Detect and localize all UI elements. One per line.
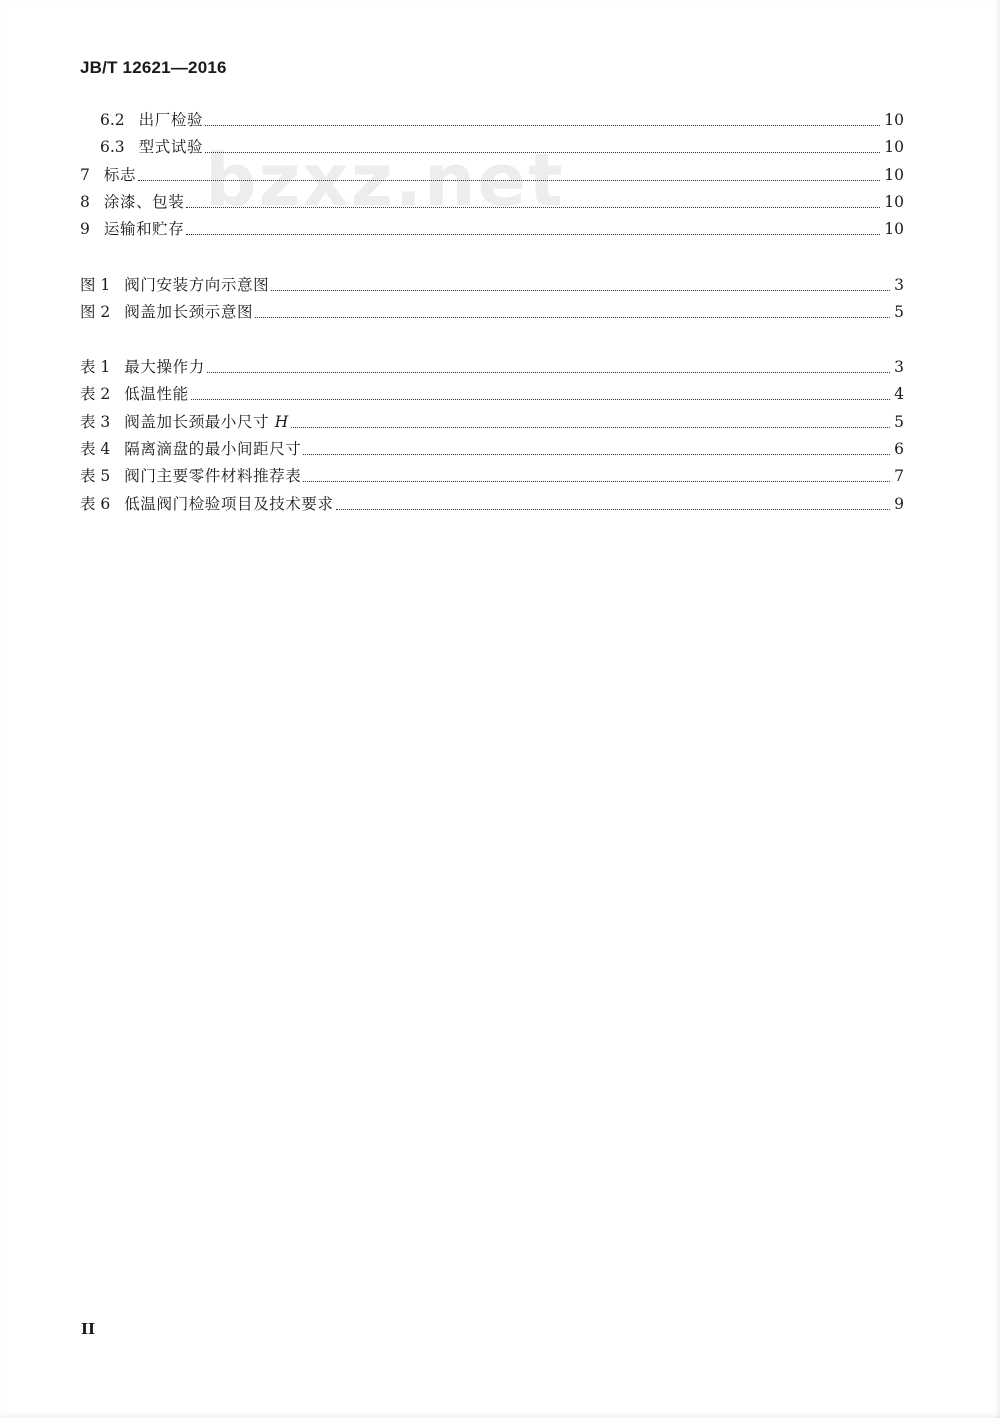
toc-entry[interactable]: [80, 464, 904, 488]
symbol-h: H: [274, 413, 289, 431]
toc-entry[interactable]: [80, 163, 904, 187]
toc-entry-title: 型式试验: [138, 138, 204, 156]
toc-entry-title-text: 阀盖加长颈最小尺寸: [124, 413, 270, 431]
toc-entry-title: 运输和贮存: [103, 220, 185, 238]
toc-entry-title: 低温性能: [124, 385, 189, 403]
toc-entry-number: 6.2: [100, 111, 125, 129]
toc-entry-title: 阀盖加长颈示意图: [124, 303, 254, 321]
dot-leader: [291, 426, 890, 428]
toc-entry-page: 10: [884, 138, 904, 156]
toc-entry-number: 表 5: [80, 467, 111, 485]
toc-entry-title: 标志: [103, 166, 137, 184]
toc-entry[interactable]: [80, 355, 904, 379]
dot-leader: [271, 289, 890, 291]
dot-leader: [207, 371, 890, 373]
toc-entry-title: 涂漆、包装: [103, 193, 185, 211]
toc-entry-number: 表 3: [80, 413, 111, 431]
dot-leader: [303, 453, 890, 455]
toc-entry-page: 3: [894, 276, 904, 294]
dot-leader: [186, 233, 880, 235]
toc-entry-number: 表 6: [80, 495, 111, 513]
toc-entry-page: 3: [894, 358, 904, 376]
toc-entry-page: 9: [894, 495, 904, 513]
toc-entry-title: 阀门主要零件材料推荐表: [124, 467, 302, 485]
toc-entry-title: 阀门安装方向示意图: [124, 276, 270, 294]
toc-entry-page: 5: [894, 303, 904, 321]
toc-entry[interactable]: [80, 437, 904, 461]
toc-entry-page: 7: [894, 467, 904, 485]
toc-entry[interactable]: [80, 410, 904, 434]
toc-entry-page: 4: [894, 385, 904, 403]
toc-entry-page: 10: [884, 193, 904, 211]
toc-entry-number: 6.3: [100, 138, 125, 156]
toc-entry-number: 表 2: [80, 385, 111, 403]
toc-entry-number: 9: [80, 220, 90, 238]
toc-entry-number: 8: [80, 193, 90, 211]
dot-leader: [255, 316, 890, 318]
dot-leader: [336, 508, 890, 510]
toc-entry[interactable]: [80, 135, 904, 159]
toc-entry-page: 5: [894, 413, 904, 431]
toc-entry-number: 图 1: [80, 276, 111, 294]
toc-entry-number: 图 2: [80, 303, 111, 321]
toc-entry[interactable]: [80, 217, 904, 241]
watermark: bzxz.net: [205, 138, 565, 222]
toc-entry-page: 10: [884, 111, 904, 129]
toc-entry-number: 表 1: [80, 358, 111, 376]
toc-entry[interactable]: [80, 300, 904, 324]
toc-entry[interactable]: [80, 108, 904, 132]
dot-leader: [186, 206, 880, 208]
dot-leader: [191, 398, 890, 400]
document-code: JB/T 12621—2016: [80, 58, 227, 77]
toc-entry-title: 隔离滴盘的最小间距尺寸: [124, 440, 302, 458]
toc-entry-title: [110, 410, 289, 434]
dot-leader: [138, 179, 880, 181]
toc-entry-title: 最大操作力: [124, 358, 205, 376]
dot-leader: [205, 124, 880, 126]
toc-entry[interactable]: [80, 492, 904, 516]
toc-entry-title: 出厂检验: [138, 111, 204, 129]
toc-entry-page: 10: [884, 166, 904, 184]
dot-leader: [205, 151, 880, 153]
page-number: II: [81, 1320, 96, 1338]
toc-entry-page: 10: [884, 220, 904, 238]
toc-entry-number: 7: [80, 166, 90, 184]
toc-entry-title: 低温阀门检验项目及技术要求: [124, 495, 334, 513]
toc-entry-number: 表 4: [80, 440, 111, 458]
toc-entry[interactable]: [80, 273, 904, 297]
toc-entry[interactable]: [80, 190, 904, 214]
dot-leader: [303, 480, 890, 482]
toc-entry[interactable]: [80, 382, 904, 406]
toc-entry-page: 6: [894, 440, 904, 458]
